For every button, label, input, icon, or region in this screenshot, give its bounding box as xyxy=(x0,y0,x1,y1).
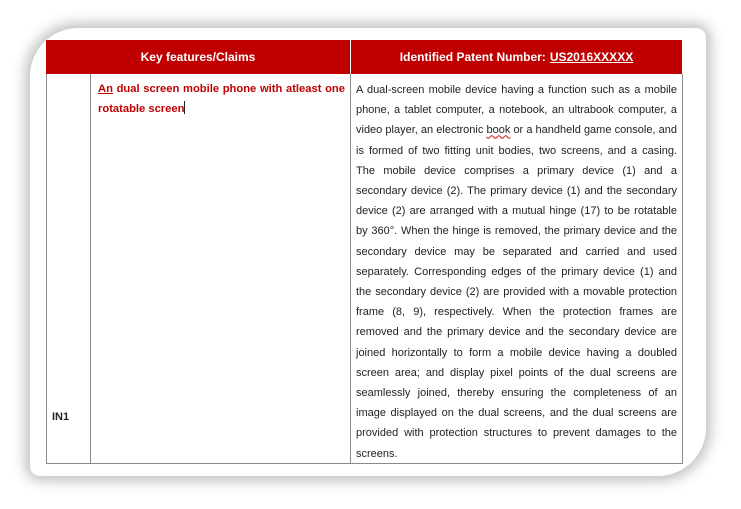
text-cursor xyxy=(184,101,185,114)
header-key-features-label: Key features/Claims xyxy=(140,50,256,64)
description-part-2: or a handheld game console, and is formed of two fitting unit bodies, two screens, and a casing. The mobile device comprises a primary device (1) and a secondary device (2). The primary device (1) and the secondary device (2) are arranged with a mutual hinge (17) to be rotatable by 360°. When the hinge is removed, the primary device and the secondary device may be separated and carried and used separately. Corresponding edges of the primary device (1) and the secondary device (2) are provided with a movable protection frame (8, 9), respectively. When the protection frames are removed and the primary device and the secondary device are joined horizontally to form a mobile device having a doubled screen area; and display pixel points of the dual screens are seamlessly joined, thereby ensuring the completeness of an image displayed on the dual screens, and the dual screens are provided with protection structures to prevent damages to the screens. xyxy=(356,124,677,460)
claim-text[interactable] xyxy=(98,80,345,119)
row-label-in1: IN1 xyxy=(52,411,70,423)
header-key-features xyxy=(46,40,350,74)
patent-description[interactable] xyxy=(356,80,677,464)
column-divider-label xyxy=(90,74,91,464)
document-card xyxy=(30,28,706,476)
patent-number-link[interactable]: US2016XXXXX xyxy=(549,50,634,64)
claim-first-word: An xyxy=(98,83,113,95)
header-patent-number xyxy=(351,40,682,74)
description-part-1: A dual-screen mobile device having a function such as a mobile phone, a tablet computer, a notebook, an ultrabook computer, a video player, an electronic xyxy=(356,84,677,137)
spellcheck-word: book xyxy=(486,124,511,137)
table-border-right xyxy=(682,74,683,464)
patent-table xyxy=(46,40,694,464)
table-border-left xyxy=(46,74,47,464)
header-patent-label: Identified Patent Number: xyxy=(399,50,546,64)
claim-rest: dual screen mobile phone with atleast one rotatable screen xyxy=(98,83,345,115)
column-divider-main xyxy=(350,74,351,464)
